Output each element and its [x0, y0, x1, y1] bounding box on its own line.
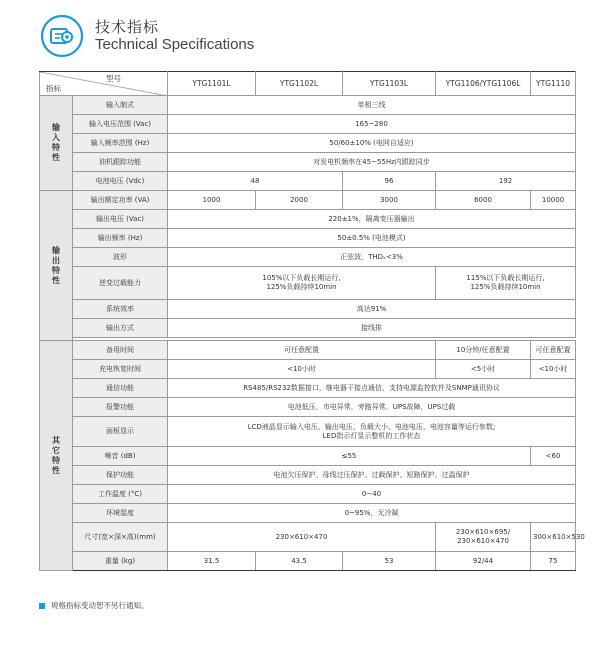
row-label: 噪音 (dB) [73, 447, 168, 466]
table-row [40, 523, 576, 552]
table-header-row [40, 72, 576, 96]
row-label: 充电恢复时间 [73, 360, 168, 379]
row-label: 尺寸(宽×深×高)(mm) [73, 523, 168, 552]
row-value [436, 523, 531, 552]
table-row [40, 447, 576, 466]
group-label-char: 性 [52, 275, 60, 285]
row-value: 75 [531, 552, 576, 571]
overload-line: 125%负载持续10min [470, 283, 541, 291]
table-row [40, 398, 576, 417]
row-value: 0~40 [168, 485, 576, 504]
row-label: 输出额定功率 (VA) [73, 191, 168, 210]
footnote-text: 规格指标变动恕不另行通知。 [51, 601, 149, 610]
row-label: 系统效率 [73, 300, 168, 319]
group-label-char: 入 [52, 133, 60, 142]
model-header: YTG1103L [343, 72, 436, 96]
table-row [40, 417, 576, 447]
row-label: 输入频率范围 (Hz) [73, 134, 168, 153]
table-row [40, 360, 576, 379]
row-value: RS485/RS232数据接口，继电器干接点通信，支持电源监控软件及SNMP通讯协议 [168, 379, 576, 398]
note-bullet-icon [39, 603, 45, 609]
row-label: 备用时间 [73, 341, 168, 360]
row-value: 96 [343, 172, 436, 191]
model-header: YTG1106/YTG1106L [436, 72, 531, 96]
page-header [40, 12, 580, 60]
model-header: YTG1101L [168, 72, 256, 96]
row-value: 电池欠压保护、母线过压保护、过载保护、短路保护、过温保护 [168, 466, 576, 485]
row-value: 10分钟/任意配置 [436, 341, 531, 360]
table-row [40, 229, 576, 248]
group-label-char: 其 [52, 435, 60, 445]
row-value: <10小时 [531, 360, 576, 379]
row-label: 波形 [73, 248, 168, 267]
row-label: 报警功能 [73, 398, 168, 417]
row-value: 6000 [436, 191, 531, 210]
row-value [168, 267, 436, 300]
group-label-char: 特 [52, 265, 60, 275]
table-row [40, 134, 576, 153]
corner-cell [40, 72, 168, 96]
page-title-cn: 技术指标 [95, 18, 160, 36]
overload-line: 125%负载持续10min [266, 283, 337, 291]
table-row [40, 466, 576, 485]
row-value: 92/44 [436, 552, 531, 571]
row-value: <60 [531, 447, 576, 466]
row-label: 油机跟踪功能 [73, 153, 168, 172]
table-row [40, 300, 576, 319]
size-line: 230×610×470 [457, 537, 509, 545]
table-row [40, 379, 576, 398]
table-row [40, 504, 576, 523]
row-value: 50/60±10% (电网自适应) [168, 134, 576, 153]
row-label: 保护功能 [73, 466, 168, 485]
footnote [39, 600, 149, 611]
group-label-char: 它 [52, 445, 60, 455]
row-value: 3000 [343, 191, 436, 210]
group-output [40, 191, 73, 341]
row-value: 单相三线 [168, 96, 576, 115]
row-value [168, 417, 576, 447]
group-label-char: 性 [52, 465, 60, 475]
row-value: ≤55 [168, 447, 531, 466]
table-row [40, 267, 576, 300]
row-value: 230×610×470 [168, 523, 436, 552]
table-row [40, 191, 576, 210]
table-row [40, 341, 576, 360]
table-row [40, 485, 576, 504]
row-label: 输出频率 (Hz) [73, 229, 168, 248]
group-label-char: 输 [52, 123, 60, 132]
row-value: 高达91% [168, 300, 576, 319]
row-value: 220±1%，隔离变压器输出 [168, 210, 576, 229]
group-label-char: 输 [52, 245, 60, 255]
row-value: 192 [436, 172, 576, 191]
row-value: 0~95%，无冷凝 [168, 504, 576, 523]
table-row [40, 319, 576, 338]
row-value: 1000 [168, 191, 256, 210]
row-label: 输入制式 [73, 96, 168, 115]
group-other [40, 341, 73, 571]
row-label: 输出电压 (Vac) [73, 210, 168, 229]
table-row [40, 210, 576, 229]
group-label-char: 特 [52, 455, 60, 465]
row-value: <10小时 [168, 360, 436, 379]
row-value: <5小时 [436, 360, 531, 379]
row-value [436, 267, 576, 300]
row-value: 48 [168, 172, 343, 191]
size-line: 230×610×695/ [455, 528, 511, 537]
corner-model-label: 型号 [106, 74, 121, 83]
row-value: 10000 [531, 191, 576, 210]
row-label: 输出方式 [73, 319, 168, 338]
row-label: 面板显示 [73, 417, 168, 447]
row-label: 环境湿度 [73, 504, 168, 523]
table-row [40, 153, 576, 172]
group-label-char: 性 [52, 153, 60, 162]
row-value: 2000 [256, 191, 343, 210]
panel-line: LED指示灯显示整机的工作状态 [322, 431, 421, 440]
row-label: 重量 (kg) [73, 552, 168, 571]
overload-line: 115%以下负载长期运行, [466, 274, 545, 283]
group-input [40, 96, 73, 191]
row-label: 通信功能 [73, 379, 168, 398]
model-header: YTG1102L [256, 72, 343, 96]
row-value: 50±0.5% (电池模式) [168, 229, 576, 248]
group-label-char: 特 [52, 143, 60, 152]
group-label-char: 出 [52, 255, 60, 265]
row-value: 31.5 [168, 552, 256, 571]
overload-line: 105%以下负载长期运行, [262, 274, 341, 283]
row-label: 输入电压范围 (Vac) [73, 115, 168, 134]
row-value: 165~280 [168, 115, 576, 134]
specs-logo-icon [40, 14, 84, 58]
row-value: 可任意配置 [531, 341, 576, 360]
table-row [40, 115, 576, 134]
row-value: 可任意配置 [168, 341, 436, 360]
row-value: 43.5 [256, 552, 343, 571]
corner-index-label: 指标 [46, 83, 61, 93]
row-label: 工作温度 (°C) [73, 485, 168, 504]
row-value: 接线排 [168, 319, 576, 338]
model-header: YTG1110 [531, 72, 576, 96]
row-value: 电池低压，市电异常，旁路异常，UPS故障，UPS过载 [168, 398, 576, 417]
panel-line: LCD液晶显示输入电压、输出电压、负载大小、电池电压、电池容量等运行参数; [247, 422, 496, 431]
row-value: 对发电机频率在45~55Hz内跟踪同步 [168, 153, 576, 172]
spec-table-wrapper [39, 71, 585, 571]
table-row [40, 552, 576, 571]
spec-table [39, 71, 585, 571]
row-value: 正弦波，THDᵥ<3% [168, 248, 576, 267]
row-value: 300×610×530 [531, 523, 576, 552]
table-row [40, 172, 576, 191]
row-value: 53 [343, 552, 436, 571]
page-title-en: Technical Specifications [95, 36, 255, 53]
table-row [40, 96, 576, 115]
row-label: 逆变过载能力 [73, 267, 168, 300]
row-label: 电池电压 (Vdc) [73, 172, 168, 191]
table-row [40, 248, 576, 267]
